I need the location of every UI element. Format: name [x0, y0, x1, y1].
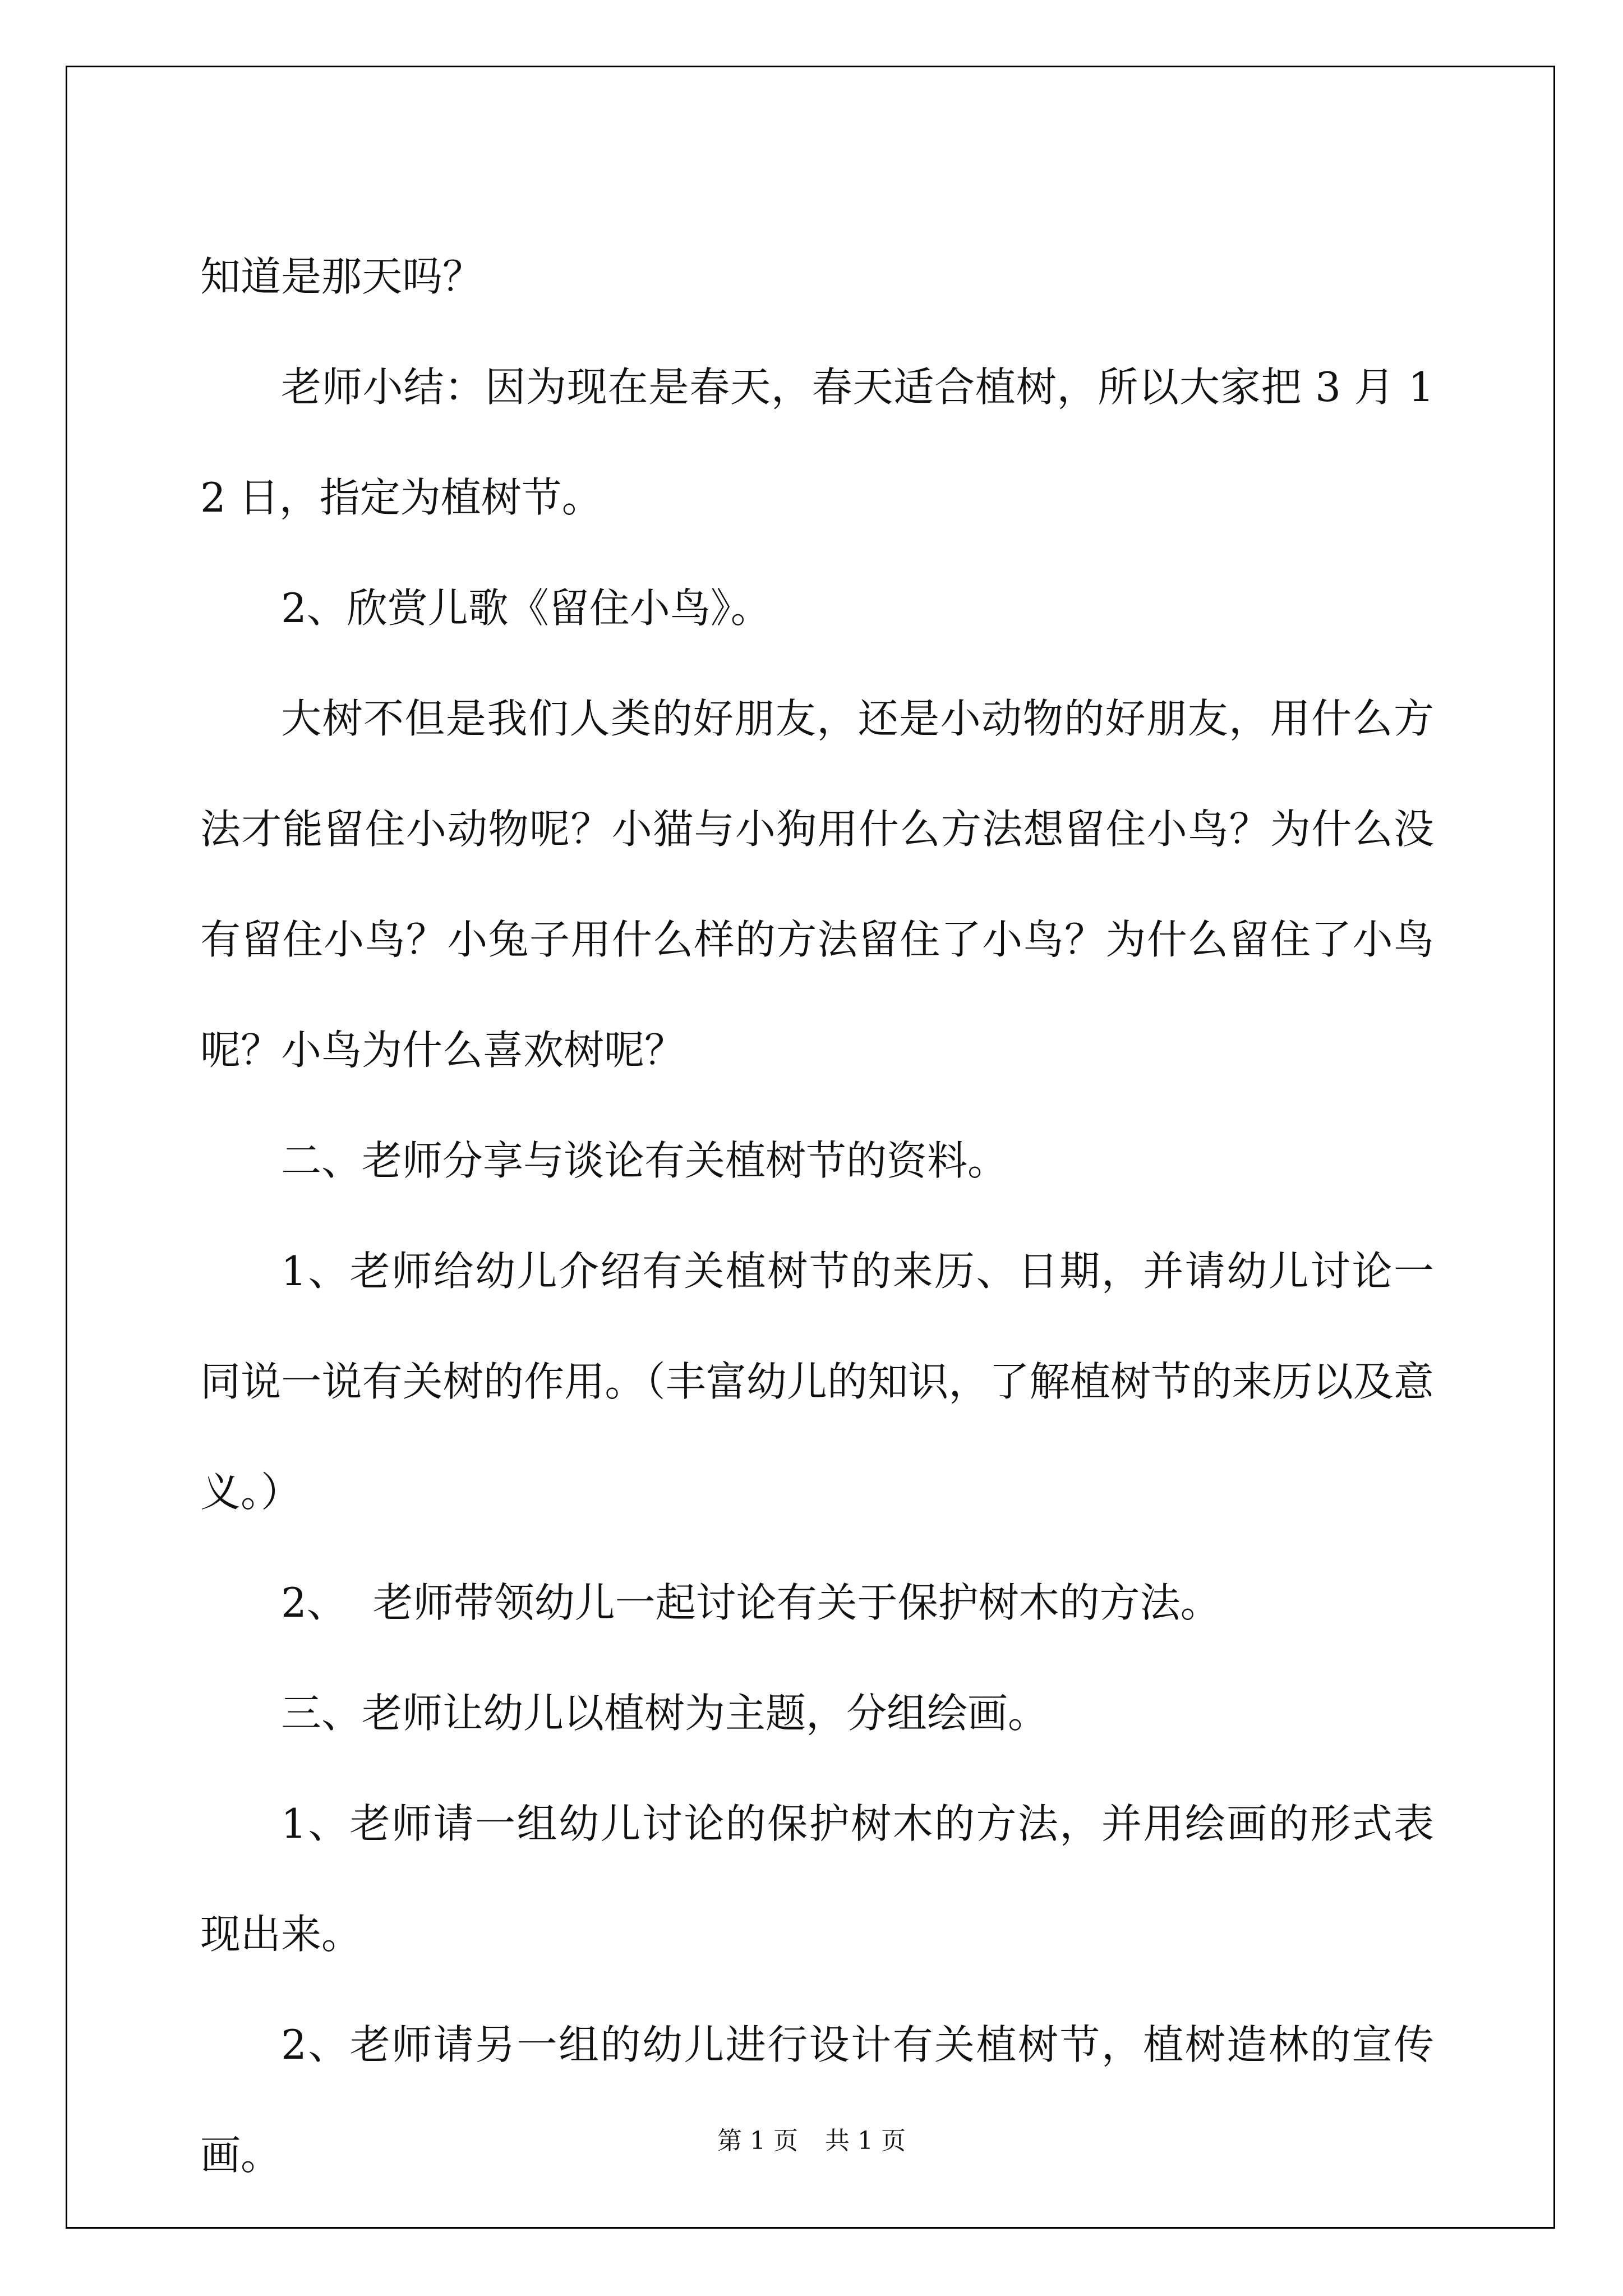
paragraph-3: 2、欣赏儿歌《留住小鸟》。: [281, 585, 771, 632]
paragraph-10: 2、老师请另一组的幼儿进行设计有关植树节，植树造林的宣传画。: [200, 2021, 1434, 2179]
paragraph-9: 1、老师请一组幼儿讨论的保护树木的方法，并用绘画的形式表现出来。: [200, 1800, 1434, 1958]
page-number: 第 1 页: [717, 2127, 798, 2155]
paragraph-2: 老师小结：因为现在是春天，春天适合植树，所以大家把 3 月 12 日，指定为植树节。: [200, 364, 1434, 521]
document-body: [200, 222, 1434, 2211]
page-total: 共 1 页: [825, 2127, 906, 2155]
paragraph-8: 三、老师让幼儿以植树为主题，分组绘画。: [281, 1690, 1049, 1737]
paragraph-1: 知道是那天吗？: [200, 253, 483, 300]
page-footer: [0, 2120, 1623, 2156]
paragraph-4: 大树不但是我们人类的好朋友，还是小动物的好朋友，用什么方法才能留住小动物呢？小猫与小狗用什么方法想留住小鸟？为什么没有留住小鸟？小兔子用什么样的方法留住了小鸟？为什么留住了小鸟呢？小鸟为什么喜欢树呢？: [200, 695, 1434, 1074]
paragraph-5: 二、老师分享与谈论有关植树节的资料。: [281, 1137, 1008, 1184]
paragraph-7: 2、 老师带领幼儿一起讨论有关于保护树木的方法。: [281, 1579, 1221, 1626]
paragraph-6: 1、老师给幼儿介绍有关植树节的来历、日期，并请幼儿讨论一同说一说有关树的作用。（丰富幼儿的知识，了解植树节的来历以及意义。）: [200, 1248, 1434, 1516]
